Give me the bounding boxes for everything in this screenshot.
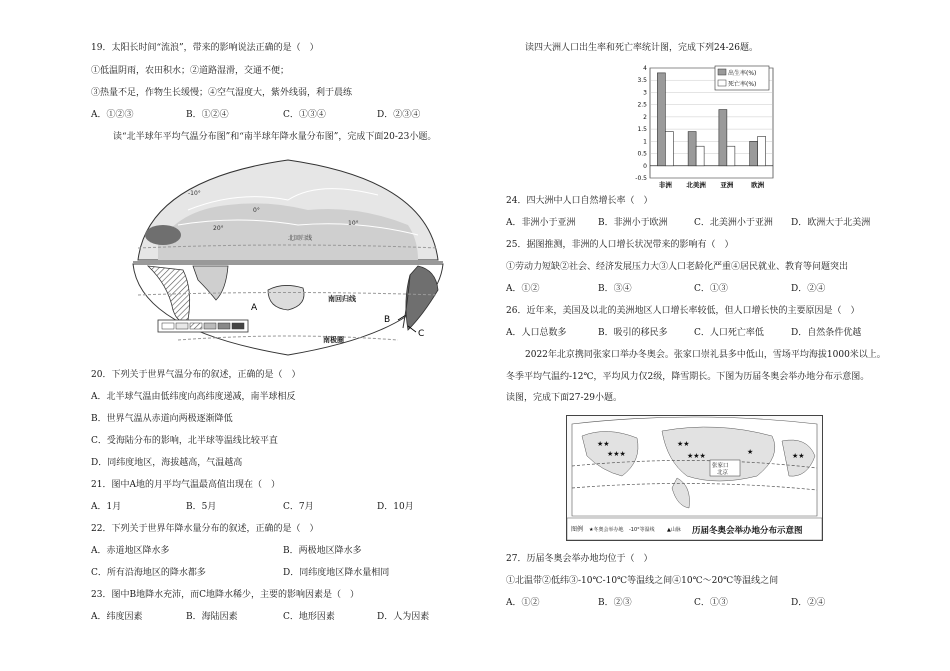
q19-option-a[interactable]: A．①②③ xyxy=(91,110,134,120)
q24-option-a[interactable]: A．非洲小于亚洲 xyxy=(506,218,576,228)
q20-option-b[interactable]: B．世界气温从赤道向两极逐渐降低 xyxy=(91,414,233,424)
q21-stem: 21．图中A地的月平均气温最高值出现在（ ） xyxy=(91,480,280,490)
q22-option-b[interactable]: B．两极地区降水多 xyxy=(283,546,362,556)
y-tick-label: 0 xyxy=(643,162,647,170)
q23-option-d[interactable]: D．人为因素 xyxy=(377,612,430,622)
svg-text:★★★: ★★★ xyxy=(607,450,626,458)
y-tick-label: 0.5 xyxy=(637,150,647,158)
svg-text:★★: ★★ xyxy=(792,452,805,460)
q23-stem: 23．图中B地降水充沛，而C地降水稀少，主要的影响因素是（ ） xyxy=(91,590,359,600)
q26-stem: 26．近年来，美国及以北的美洲地区人口增长率较低，但人口增长快的主要原因是（ ） xyxy=(506,306,860,316)
q22-option-a[interactable]: A．赤道地区降水多 xyxy=(91,546,170,556)
chart-x-labels xyxy=(659,180,765,189)
x-category-label: 北美洲 xyxy=(686,181,706,189)
y-tick-label: 3.5 xyxy=(637,77,647,85)
bar-death-2 xyxy=(727,146,735,166)
map2-legend-item-3: ▲山脉 xyxy=(667,527,681,533)
chart-legend xyxy=(715,66,769,90)
q25-stem: 25．据图推测，非洲的人口增长状况带来的影响有（ ） xyxy=(506,240,734,250)
q20-option-d[interactable]: D．同纬度地区，海拔越高，气温越高 xyxy=(91,458,243,468)
label-tropic-capricorn: 南回归线 xyxy=(328,295,356,303)
bar-death-3 xyxy=(758,136,766,165)
label-antarctic-circle: 南极圈 xyxy=(323,336,344,344)
map2-title: 历届冬奥会举办地分布示意图 xyxy=(692,526,803,536)
label-neg10: -10° xyxy=(188,190,201,197)
q27-option-b[interactable]: B．②③ xyxy=(598,598,632,608)
q19-stem: 19．太阳长时间“流浪”，带来的影响说法正确的是（ ） xyxy=(91,43,319,53)
label-10: 10° xyxy=(348,220,359,227)
birth-death-rate-chart xyxy=(628,60,778,190)
q26-option-b[interactable]: B．吸引的移民多 xyxy=(598,328,668,338)
y-tick-label: 2 xyxy=(643,113,647,121)
q27-option-c[interactable]: C．①③ xyxy=(694,598,728,608)
world-climate-map-figure xyxy=(118,150,458,360)
legend-death-rate: 死亡率(%) xyxy=(728,81,757,88)
q25-option-c[interactable]: C．①③ xyxy=(694,284,728,294)
q26-option-a[interactable]: A．人口总数多 xyxy=(506,328,567,338)
q23-option-b[interactable]: B．海陆因素 xyxy=(186,612,238,622)
svg-text:★★: ★★ xyxy=(597,440,610,448)
q20-option-a[interactable]: A．北半球气温由低纬度向高纬度递减，南半球相反 xyxy=(91,392,296,402)
q26-option-d[interactable]: D．自然条件优越 xyxy=(791,328,862,338)
label-20: 20° xyxy=(213,225,224,232)
y-tick-label: 2.5 xyxy=(637,101,647,109)
q25-option-a[interactable]: A．①② xyxy=(506,284,540,294)
map2-legend-label: 图例 xyxy=(571,526,584,533)
passage-line-2: 冬季平均气温约-12℃，平均风力仅2级，降雪期长。下图为历届冬奥会举办地分布示意图。 xyxy=(506,372,870,382)
x-category-label: 非洲 xyxy=(658,181,672,189)
q24-option-d[interactable]: D．欧洲大于北美洲 xyxy=(791,218,871,228)
label-0: 0° xyxy=(253,207,260,214)
x-category-label: 亚洲 xyxy=(720,181,734,189)
q22-option-c[interactable]: C．所有沿海地区的降水都多 xyxy=(91,568,206,578)
bar-death-1 xyxy=(696,146,704,166)
q19-line1: ①低温阴雨，农田积水；②道路湿滑，交通不便； xyxy=(91,66,290,76)
q19-option-b[interactable]: B．①②④ xyxy=(186,110,229,120)
label-a: A xyxy=(251,303,258,313)
map2-legend-item-2: -10°等温线 xyxy=(629,527,655,533)
q22-option-d[interactable]: D．同纬度地区降水量相同 xyxy=(283,568,390,578)
q19-option-c[interactable]: C．①③④ xyxy=(283,110,326,120)
q22-stem: 22．下列关于世界年降水量分布的叙述，正确的是（ ） xyxy=(91,524,319,534)
q24-option-b[interactable]: B．非洲小于欧洲 xyxy=(598,218,668,228)
bar-birth-0 xyxy=(657,73,665,166)
label-tropic-cancer: 北回归线 xyxy=(288,235,313,242)
label-b: B xyxy=(384,315,391,325)
q23-option-a[interactable]: A．纬度因素 xyxy=(91,612,143,622)
chart-y-ticks xyxy=(635,65,647,182)
q25-option-d[interactable]: D．②④ xyxy=(791,284,826,294)
q27-line1: ①北温带②低纬③-10℃-10℃等温线之间④10℃～20℃等温线之间 xyxy=(506,576,779,586)
q21-option-b[interactable]: B．5月 xyxy=(186,502,217,512)
passage-line-3: 读图，完成下面27-29小题。 xyxy=(506,393,622,403)
q20-option-c[interactable]: C．受海陆分布的影响，北半球等温线比较平直 xyxy=(91,436,278,446)
intro-24-26: 读四大洲人口出生率和死亡率统计图，完成下列24-26题。 xyxy=(525,43,758,53)
y-tick-label: -0.5 xyxy=(635,175,647,182)
world-climate-map xyxy=(118,150,458,360)
passage-line-1: 2022年北京携同张家口举办冬奥会。张家口崇礼县多中低山，雪场平均海拔1000米以上。 xyxy=(525,350,886,360)
q27-option-a[interactable]: A．①② xyxy=(506,598,540,608)
label-c: C xyxy=(418,329,425,339)
q27-stem: 27．历届冬奥会举办地均位于（ ） xyxy=(506,554,653,564)
q23-option-c[interactable]: C．地形因素 xyxy=(283,612,335,622)
q21-option-c[interactable]: C．7月 xyxy=(283,502,314,512)
q21-option-a[interactable]: A．1月 xyxy=(91,502,122,512)
q26-option-c[interactable]: C．人口死亡率低 xyxy=(694,328,764,338)
q25-line1: ①劳动力短缺②社会、经济发展压力大③人口老龄化严重④居民就业、教育等问题突出 xyxy=(506,262,849,272)
q25-option-b[interactable]: B．③④ xyxy=(598,284,632,294)
q19-line2: ③热量不足，作物生长缓慢；④空气湿度大，紫外线弱，利于晨练 xyxy=(91,88,353,98)
q24-option-c[interactable]: C．北美洲小于亚洲 xyxy=(694,218,773,228)
winter-olympics-map-figure xyxy=(567,416,822,540)
y-tick-label: 4 xyxy=(643,65,647,72)
q20-stem: 20．下列关于世界气温分布的叙述，正确的是（ ） xyxy=(91,370,301,380)
y-tick-label: 1 xyxy=(643,138,647,146)
q27-option-d[interactable]: D．②④ xyxy=(791,598,826,608)
x-category-label: 欧洲 xyxy=(751,181,765,189)
svg-text:★: ★ xyxy=(747,448,754,456)
legend-birth-rate: 出生率(%) xyxy=(728,70,757,77)
q19-option-d[interactable]: D．②③④ xyxy=(377,110,421,120)
y-tick-label: 1.5 xyxy=(637,126,647,134)
label-beijing: 北京 xyxy=(717,470,729,476)
label-zhangjiakou: 张家口 xyxy=(712,463,729,469)
svg-text:★★: ★★ xyxy=(677,440,690,448)
bar-death-0 xyxy=(665,132,673,166)
bar-birth-2 xyxy=(719,110,727,166)
y-tick-label: 3 xyxy=(643,89,647,97)
q24-stem: 24．四大洲中人口自然增长率（ ） xyxy=(506,196,653,206)
bar-birth-3 xyxy=(750,141,758,165)
intro-20-23: 读“北半球年平均气温分布图”和“南半球年降水量分布图”，完成下面20-23小题。 xyxy=(113,132,437,142)
svg-text:★★★: ★★★ xyxy=(687,452,706,460)
winter-olympics-map xyxy=(566,415,823,541)
bar-birth-1 xyxy=(688,132,696,166)
map2-legend-item-1: ★冬奥会举办地 xyxy=(589,527,624,533)
q21-option-d[interactable]: D．10月 xyxy=(377,502,414,512)
